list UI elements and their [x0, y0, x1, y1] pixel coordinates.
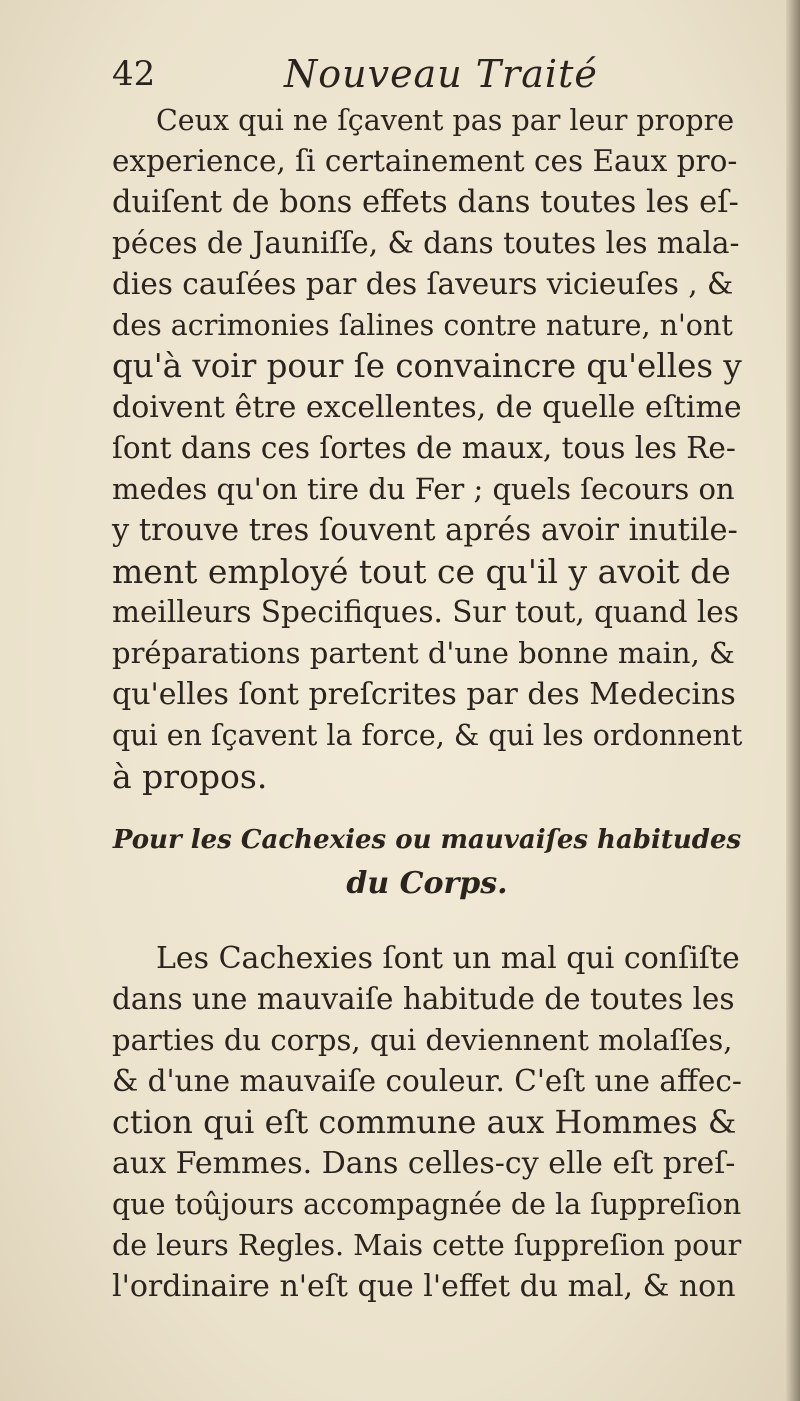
text-line: experience, ſi certainement ces Eaux pro-	[112, 144, 738, 178]
paragraph-2	[112, 938, 742, 1307]
text-line: parties du corps, qui deviennent molaſſes,	[112, 1023, 733, 1057]
running-head	[112, 48, 762, 100]
heading-line: du Corps.	[346, 866, 508, 901]
section-heading	[112, 818, 742, 906]
page-gutter-shadow	[786, 0, 800, 1401]
text-line: des acrimonies ſalines contre nature, n'ont	[112, 309, 733, 342]
text-line: y trouve tres ſouvent aprés avoir inutile-	[112, 513, 738, 548]
text-line: aux Femmes. Dans celles-cy elle eſt preſ-	[112, 1146, 736, 1181]
text-line: dans une mauvaiſe habitude de toutes les	[112, 982, 735, 1016]
text-line: medes qu'on tire du Fer ; quels ſecours on	[112, 472, 735, 506]
heading-line: Pour les Cachexies ou mauvaiſes habitudes	[112, 825, 742, 855]
text-line: qui en ſçavent la force, & qui les ordonnent	[112, 719, 743, 752]
text-line: qu'à voir pour ſe convaincre qu'elles y	[112, 347, 742, 385]
text-line: doivent être excellentes, de quelle eſtime	[112, 390, 742, 425]
text-line: à propos.	[112, 757, 268, 796]
text-line: péces de Jauniſſe, & dans toutes les mala-	[112, 226, 740, 260]
text-line: Ceux qui ne ſçavent pas par leur propre	[156, 104, 735, 137]
text-line: & d'une mauvaiſe couleur. C'eſt une affec-	[112, 1064, 742, 1098]
text-line: préparations partent d'une bonne main, &	[112, 636, 735, 670]
text-line: Les Cachexies ſont un mal qui conſiſte	[156, 941, 740, 976]
text-line: que toûjours accompagnée de la ſuppreſion	[112, 1188, 742, 1221]
text-line: dies cauſées par des ſaveurs vicieuſes , &	[112, 267, 734, 301]
text-line: ment employé tout ce qu'il y avoit de	[112, 552, 731, 591]
text-line: duiſent de bons effets dans toutes les eſ-	[112, 185, 739, 220]
text-line: l'ordinaire n'eſt que l'effet du mal, & non	[112, 1269, 736, 1304]
text-line: meilleurs Specifiques. Sur tout, quand les	[112, 595, 739, 629]
text-line: de leurs Regles. Mais cette ſuppreſion pour	[112, 1229, 742, 1262]
text-line: qu'elles ſont preſcrites par des Medecins	[112, 677, 736, 712]
paragraph-1	[112, 100, 742, 797]
text-line: ſont dans ces ſortes de maux, tous les Re-	[112, 431, 736, 465]
page-number: 42	[112, 54, 156, 94]
running-title: Nouveau Traité	[284, 52, 598, 96]
text-line: ction qui eſt commune aux Hommes &	[112, 1103, 737, 1141]
